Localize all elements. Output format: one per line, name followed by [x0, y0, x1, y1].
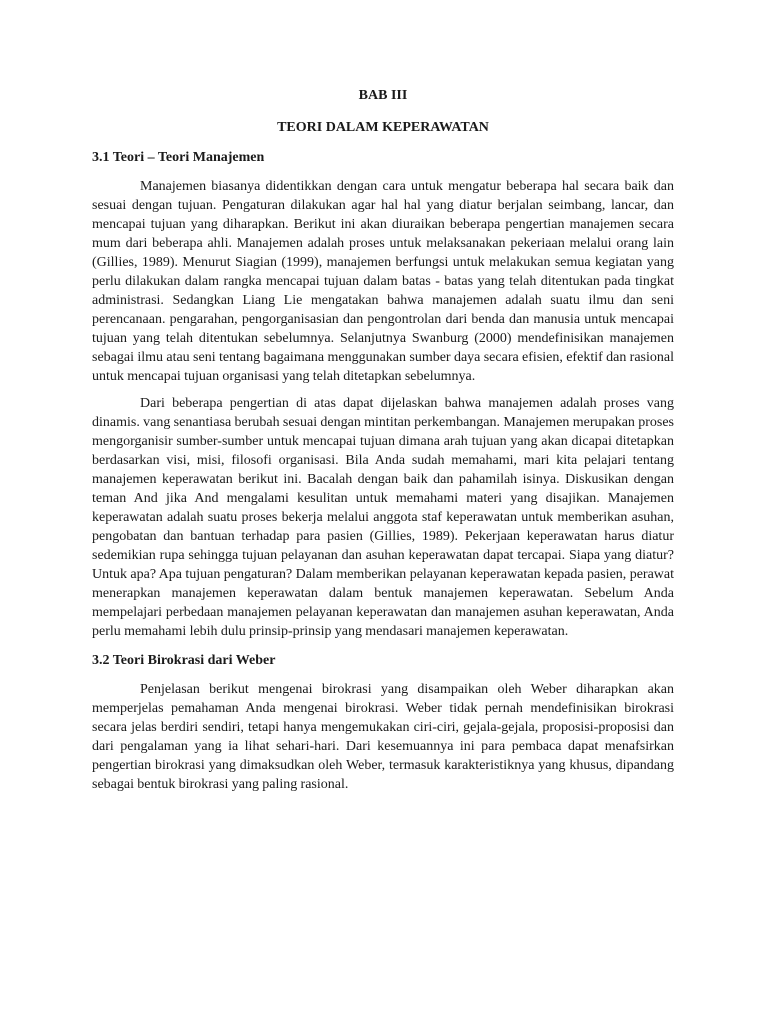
chapter-number: BAB III	[358, 88, 408, 103]
chapter-title: TEORI DALAM KEPERAWATAN	[277, 120, 489, 135]
paragraph: Manajemen biasanya didentikkan dengan cara untuk mengatur beberapa hal secara baik dan sesuai dengan tujuan. Pengaturan dilakukan agar hal hal yang diatur berjalan seimbang, lancar, dan mencapai tujuan yang diharapkan. Berikut ini akan diuraikan beberapa pengertian manajemen secara mum dari beberapa ahli. Manajemen adalah proses untuk melaksanakan pekeriaan melalui orang lain (Gillies, 1989). Menurut Siagian (1999), manajemen berfungsi untuk melakukan semua kegiatan yang perlu dilakukan dalam rangka mencapai tujuan dalam batas - batas yang telah ditentukan pada tingkat administrasi. Sedangkan Liang Lie mengatakan bahwa manajemen adalah suatu ilmu dan seni perencanaan. pengarahan, pengorganisasian dan pengontrolan dari benda dan manusia untuk mencapai tujuan yang telah ditentukan sebelumnya. Selanjutnya Swanburg (2000) mendefinisikan manajemen sebagai ilmu atau seni tentang bagaimana menggunakan sumber daya secara efisien, efektif dan rasional untuk mencapai tujuan organisasi yang telah ditetapkan sebelumnya.	[92, 179, 674, 384]
paragraph: Penjelasan berikut mengenai birokrasi yang disampaikan oleh Weber diharapkan akan memperjelas pemahaman Anda mengenai birokrasi. Weber tidak pernah mendefinisikan birokrasi secara jelas berdiri sendiri, tetapi hanya mengemukakan ciri-ciri, gejala-gejala, proposisi-proposisi dan dari pengalaman yang ia lihat sehari-hari. Dari kesemuannya ini para pembaca dapat menafsirkan pengertian birokrasi yang dimaksudkan oleh Weber, termasuk karakteristiknya yang khusus, dipandang sebagai bentuk birokrasi yang paling rasional.	[92, 682, 674, 792]
section-3-1	[92, 148, 674, 641]
paragraph: Dari beberapa pengertian di atas dapat dijelaskan bahwa manajemen adalah proses vang dinamis. vang senantiasa berubah sesuai dengan mintitan perkembangan. Manajemen merupakan proses mengorganisir sumber-sumber untuk mencapai tujuan dimana arah tujuan yang akan dicapai ditetapkan berdasarkan visi, misi, filosofi organisasi. Bila Anda sudah memahami, mari kita pelajari tentang manajemen keperawatan berikut ini. Bacalah dengan baik dan pahamilah isinya. Diskusikan dengan teman And jika And mengalami kesulitan untuk memahami materi yang disajikan. Manajemen keperawatan adalah suatu proses bekerja melalui anggota staf keperawatan untuk memberikan asuhan, pengobatan dan bantuan terhadap para pasien (Gillies, 1989). Pekerjaan keperawatan harus diatur sedemikian rupa sehingga tujuan pelayanan dan asuhan keperawatan dapat tercapai. Siapa yang diatur? Untuk apa? Apa tujuan pengaturan? Dalam memberikan pelayanan keperawatan kepada pasien, perawat menerapkan manajemen keperawatan dalam bentuk manajemen keperawatan. Sebelum Anda mempelajari perbedaan manajemen pelayanan keperawatan dan manajemen asuhan keperawatan, Anda perlu memahami lebih dulu prinsip-prinsip yang mendasari manajemen keperawatan.	[92, 396, 674, 639]
section-heading: 3.1 Teori – Teori Manajemen	[92, 150, 265, 165]
section-heading: 3.2 Teori Birokrasi dari Weber	[92, 653, 276, 668]
document-page	[92, 86, 674, 794]
section-3-2	[92, 651, 674, 794]
